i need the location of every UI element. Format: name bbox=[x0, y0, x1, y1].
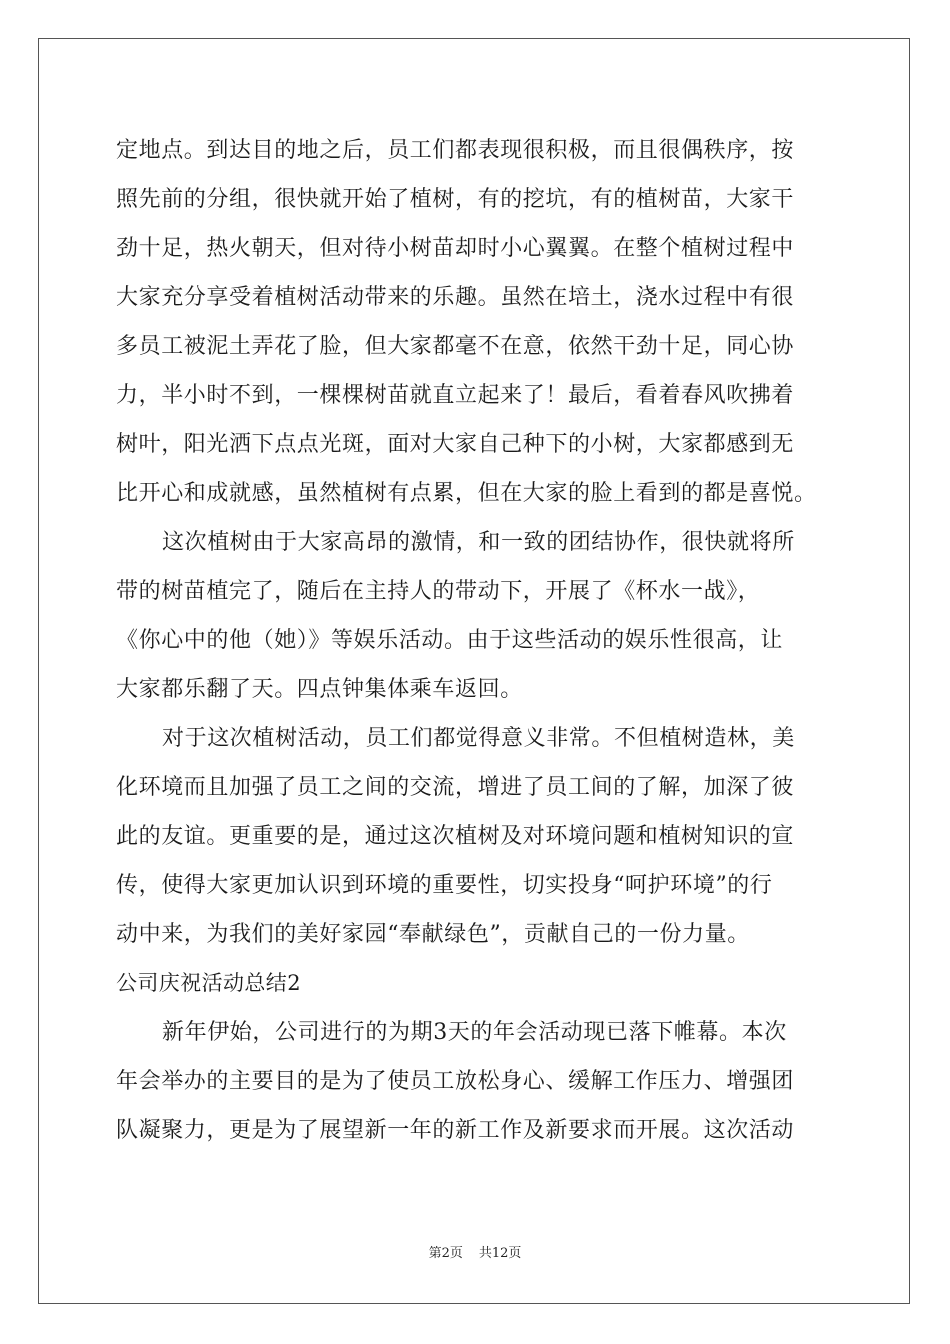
text-line: 传，使得大家更加认识到环境的重要性，切实投身“呵护环境”的行 bbox=[116, 873, 773, 898]
text-line: 劲十足，热火朝天，但对待小树苗却时小心翼翼。在整个植树过程中 bbox=[116, 236, 795, 261]
text-line: 对于这次植树活动，员工们都觉得意义非常。不但植树造林，美 bbox=[162, 726, 795, 751]
page-footer bbox=[0, 1242, 950, 1261]
text-line: 大家都乐翻了天。四点钟集体乘车返回。 bbox=[116, 677, 523, 702]
document-body bbox=[116, 126, 836, 1155]
page-total: 共12页 bbox=[478, 1246, 522, 1261]
text-line: 定地点。到达目的地之后，员工们都表现很积极，而且很偶秩序，按 bbox=[116, 138, 795, 163]
text-line: 树叶，阳光洒下点点光斑，面对大家自己种下的小树，大家都感到无 bbox=[116, 432, 795, 457]
text-line: 照先前的分组，很快就开始了植树，有的挖坑，有的植树苗，大家干 bbox=[116, 187, 795, 212]
text-line: 这次植树由于大家高昂的激情，和一致的团结协作，很快就将所 bbox=[162, 530, 795, 555]
text-line: 比开心和成就感，虽然植树有点累，但在大家的脸上看到的都是喜悦。 bbox=[116, 481, 817, 506]
text-line: 大家充分享受着植树活动带来的乐趣。虽然在培土，浇水过程中有很 bbox=[116, 285, 795, 310]
section-heading: 公司庆祝活动总结2 bbox=[116, 971, 301, 995]
text-line: 化环境而且加强了员工之间的交流，增进了员工间的了解，加深了彼 bbox=[116, 775, 795, 800]
text-line: 此的友谊。更重要的是，通过这次植树及对环境问题和植树知识的宣 bbox=[116, 824, 795, 849]
text-line: 队凝聚力，更是为了展望新一年的新工作及新要求而开展。这次活动 bbox=[116, 1118, 795, 1143]
page-number: 第2页 bbox=[428, 1246, 463, 1261]
paragraph-4 bbox=[116, 1008, 836, 1155]
paragraph-1 bbox=[116, 126, 836, 518]
text-line: 新年伊始，公司进行的为期3天的年会活动现已落下帷幕。本次 bbox=[162, 1020, 787, 1045]
text-line: 《你心中的他（她）》等娱乐活动。由于这些活动的娱乐性很高，让 bbox=[116, 628, 784, 653]
text-line: 多员工被泥土弄花了脸，但大家都毫不在意，依然干劲十足，同心协 bbox=[116, 334, 795, 359]
text-line: 年会举办的主要目的是为了使员工放松身心、缓解工作压力、增强团 bbox=[116, 1069, 795, 1094]
text-line: 带的树苗植完了，随后在主持人的带动下，开展了《杯水一战》， bbox=[116, 579, 761, 604]
text-line: 动中来，为我们的美好家园“奉献绿色”，贡献自己的一份力量。 bbox=[116, 922, 750, 947]
text-line: 力，半小时不到，一棵棵树苗就直立起来了！最后，看着春风吹拂着 bbox=[116, 383, 795, 408]
paragraph-2 bbox=[116, 518, 836, 714]
paragraph-3 bbox=[116, 714, 836, 959]
